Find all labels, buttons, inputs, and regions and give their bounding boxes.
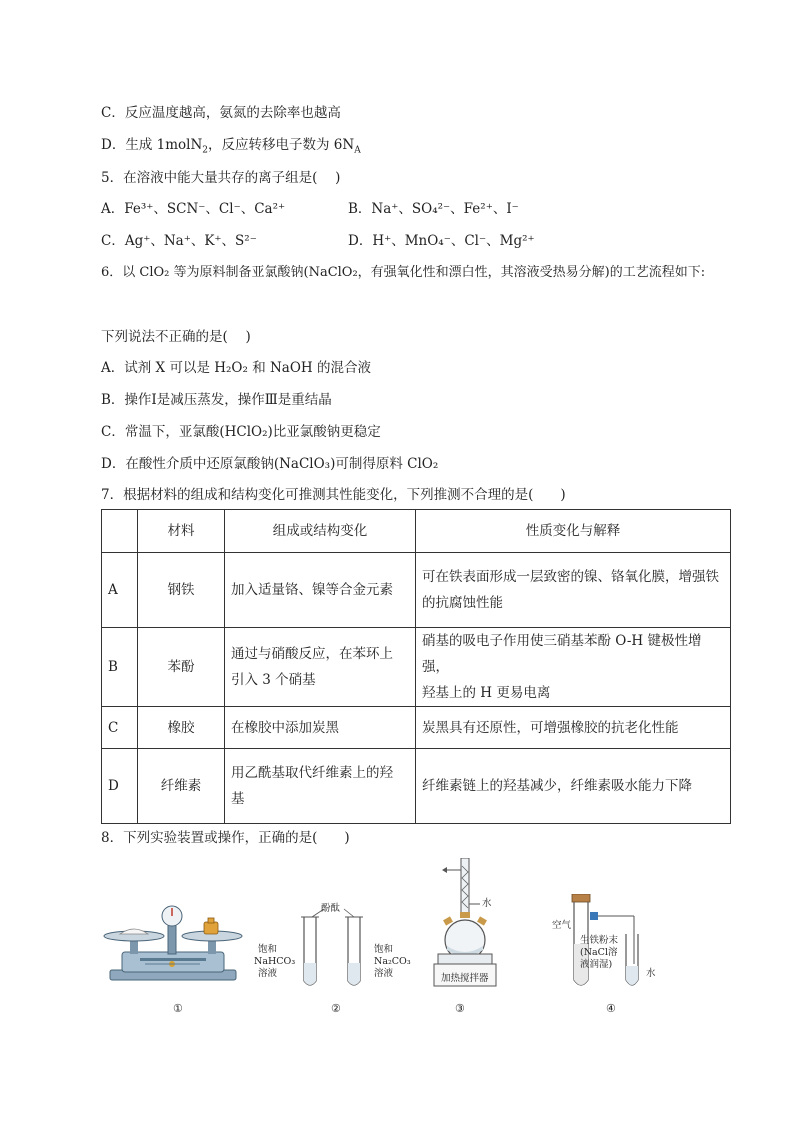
property-cell: 炭黑具有还原性，可增强橡胶的抗老化性能 xyxy=(416,707,731,749)
q4-d-text: D．生成 1molN xyxy=(101,137,203,153)
figure-number-2: ② xyxy=(331,1002,341,1015)
q6-option-a: A．试剂 X 可以是 H₂O₂ 和 NaOH 的混合液 xyxy=(101,360,371,376)
nahco3-label-2: NaHCO₃ xyxy=(254,956,296,967)
option-cell: A xyxy=(102,553,138,628)
q4-option-c: C．反应温度越高，氨氮的去除率也越高 xyxy=(101,105,341,121)
q6-ask: 下列说法不正确的是( ) xyxy=(101,329,251,345)
q4-d-sub: 2 xyxy=(202,145,208,156)
change-line: 基 xyxy=(231,791,245,807)
change-line: 用乙酰基取代纤维素上的羟 xyxy=(231,765,393,781)
table-row xyxy=(102,553,731,628)
q4-d-sub2: A xyxy=(354,145,361,156)
q5-option-a: A．Fe³⁺、SCN⁻、Cl⁻、Ca²⁺ xyxy=(101,201,286,217)
change-line: 引入 3 个硝基 xyxy=(231,672,316,688)
material-cell: 苯酚 xyxy=(138,628,225,707)
property-line: 羟基上的 H 更易电离 xyxy=(422,685,551,701)
nahco3-label-1: 饱和 xyxy=(258,944,278,955)
figure-number-3: ③ xyxy=(455,1002,465,1015)
material-cell: 纤维素 xyxy=(138,749,225,824)
property-line: 的抗腐蚀性能 xyxy=(422,595,503,611)
na2co3-label-2: Na₂CO₃ xyxy=(374,956,411,967)
header-cell xyxy=(102,510,138,553)
header-cell: 性质变化与解释 xyxy=(416,510,731,553)
q8-stem: 8．下列实验装置或操作，正确的是( ) xyxy=(101,830,350,846)
q6-option-b: B．操作Ⅰ是减压蒸发，操作Ⅲ是重结晶 xyxy=(101,392,332,408)
q5-option-d: D．H⁺、MnO₄⁻、Cl⁻、Mg²⁺ xyxy=(348,233,535,249)
option-cell: C xyxy=(102,707,138,749)
q4-d-text2: ，反应转移电子数为 6N xyxy=(208,137,355,153)
q5-option-b: B．Na⁺、SO₄²⁻、Fe²⁺、I⁻ xyxy=(348,201,519,217)
table-row xyxy=(102,707,731,749)
iron-powder-label-1: 生铁粉末 xyxy=(580,935,619,946)
header-cell: 组成或结构变化 xyxy=(225,510,416,553)
change-cell xyxy=(225,749,416,824)
q4-option-d xyxy=(101,136,361,154)
material-cell: 橡胶 xyxy=(138,707,225,749)
option-cell: B xyxy=(102,628,138,707)
change-cell: 加入适量铬、镍等合金元素 xyxy=(225,553,416,628)
q6-stem: 6．以 ClO₂ 等为原料制备亚氯酸钠(NaClO₂，有强氧化性和漂白性，其溶液受热易分解)的工艺流程如下: xyxy=(101,265,706,280)
iron-powder-label-3: 液润湿) xyxy=(580,959,613,970)
table-header-row xyxy=(102,510,731,553)
property-cell xyxy=(416,628,731,707)
balance-scale-figure xyxy=(100,880,246,992)
header-cell: 材料 xyxy=(138,510,225,553)
q6-option-c: C．常温下，亚氯酸(HClO₂)比亚氯酸钠更稳定 xyxy=(101,424,381,440)
water-label: 水 xyxy=(482,898,492,909)
nahco3-label-3: 溶液 xyxy=(258,968,278,979)
air-label: 空气 xyxy=(552,920,572,931)
figure-number-1: ① xyxy=(173,1002,183,1015)
material-cell: 钢铁 xyxy=(138,553,225,628)
property-cell xyxy=(416,553,731,628)
table-row xyxy=(102,749,731,824)
heating-stirrer-label: 加热搅拌器 xyxy=(441,973,489,984)
q5-option-c: C．Ag⁺、Na⁺、K⁺、S²⁻ xyxy=(101,233,257,249)
reflux-apparatus-figure xyxy=(430,858,500,988)
change-line: 通过与硝酸反应，在苯环上 xyxy=(231,646,393,662)
water-label-2: 水 xyxy=(646,968,656,979)
change-cell xyxy=(225,628,416,707)
property-cell: 纤维素链上的羟基减少，纤维素吸水能力下降 xyxy=(416,749,731,824)
q7-stem: 7．根据材料的组成和结构变化可推测其性能变化，下列推测不合理的是( ) xyxy=(101,487,566,503)
q7-table xyxy=(101,509,731,824)
na2co3-label-3: 溶液 xyxy=(374,968,394,979)
property-line: 可在铁表面形成一层致密的镍、铬氧化膜，增强铁 xyxy=(422,569,719,585)
option-cell: D xyxy=(102,749,138,824)
table-row xyxy=(102,628,731,707)
q5-stem: 5．在溶液中能大量共存的离子组是( ) xyxy=(101,170,341,186)
property-line: 硝基的吸电子作用使三硝基苯酚 O-H 键极性增强， xyxy=(422,633,702,675)
na2co3-label-1: 饱和 xyxy=(374,944,394,955)
iron-powder-label-2: (NaCl溶 xyxy=(580,947,618,958)
q6-option-d: D．在酸性介质中还原氯酸钠(NaClO₃)可制得原料 ClO₂ xyxy=(101,456,439,472)
phenolphthalein-label: 酚酞 xyxy=(321,903,341,914)
figure-number-4: ④ xyxy=(606,1002,616,1015)
change-cell: 在橡胶中添加炭黑 xyxy=(225,707,416,749)
